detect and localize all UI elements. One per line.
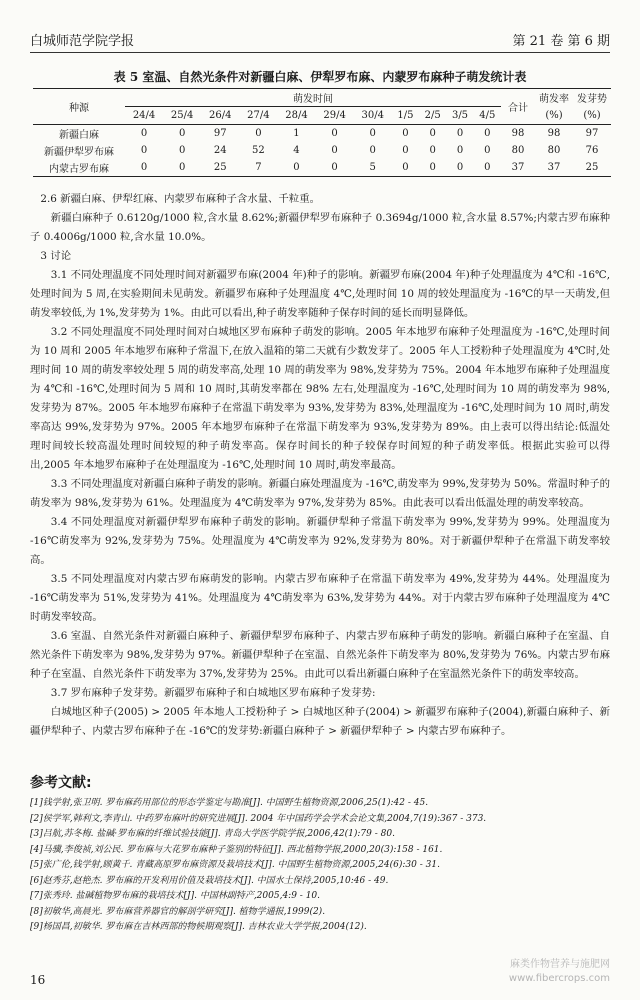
date-header: 24/4 [125,107,163,125]
time-column-header: 萌发时间 [125,89,501,107]
germination-count: 0 [402,128,409,139]
germination-table [33,88,611,177]
germination-count: 25 [201,159,239,177]
germination-count: 0 [429,145,436,156]
germination-count: 0 [178,145,186,156]
germination-count: 52 [252,145,265,156]
germination-count: 97 [213,128,227,139]
date-header: 3/5 [446,107,473,125]
paragraph: 3.2 不同处理温度不同处理时间对白城地区罗布麻种子萌发的影响。2005 年本地罗布麻种子处理温度为 -16℃,处理时间为 10 周和 2005 年本地罗布麻种子常温下,在放入温箱的第二天就有少数发芽了。2005 年人工授粉种子处理温度为 4℃时,处理时间 10 周的萌发率较处理 5 周的萌发率高,处理 10 周的萌发率为 98%,发芽势为 75%。2004 年本地罗布麻种子处理温度为 4℃和 -16℃,处理时间为 5 周和 10 周时,其萌发率都在 98% 左右,处理温度为 -16℃,处理时间为 10 周的萌发率为 98%,发芽势为 87%。2005 年本地罗布麻种子在常温下萌发率为 93%,发芽势为 83%,处理温度为 -16℃,处理时间为 10 周时,萌发率高达 99%,发芽势为 97%。2005 年本地罗布麻种子在常温下萌发率为 93%,发芽势为 89%。由上表可以得出结论:低温处理时间较长较高温处理时间较短的种子萌发率高。保存时间长的种子较保存时间短的种子萌发率低。根据此实验可以得出,2005 年本地罗布麻种子在处理温度为 -16℃,处理时间 10 周时,萌发率最高。 [30,326,610,471]
species-name: 新疆伊犁罗布麻 [44,147,114,158]
volume-issue: 第 21 卷 第 6 期 [512,34,610,49]
species-name: 新疆白麻 [59,130,99,141]
date-header: 27/4 [239,107,277,125]
species-name: 内蒙古罗布麻 [33,159,125,177]
paragraph: 3.5 不同处理温度对内蒙古罗布麻萌发的影响。内蒙古罗布麻种子在常温下萌发率为 49%,发芽势为 44%。处理温度为 -16℃萌发率为 51%,发芽势为 41%。处理温度为 4℃萌发率为 63%,发芽势为 44%。对于内蒙古罗布麻种子处理温度为 4℃时萌发率较高。 [30,573,610,623]
rate-column-header: 萌发率 [535,89,573,107]
vigor-cell: 97 [585,128,599,139]
total-column-header: 合计 [501,89,535,125]
germination-count: 0 [369,145,376,156]
germination-count: 0 [484,128,491,139]
rate-cell: 80 [547,145,561,156]
references-list [30,796,610,936]
watermark [509,958,610,986]
table-row [33,142,611,159]
journal-name: 白城师范学院学报 [30,34,135,49]
reference-item: [8]初敏华,高晨光. 罗布麻营养器官的解剖学研究[J]. 植物学通报,1999(2). [30,906,326,917]
header-rule [30,52,610,53]
watermark-site-name: 麻类作物营养与施肥网 [510,959,610,970]
germination-count: 0 [178,128,186,139]
paragraph: 3.3 不同处理温度对新疆白麻种子萌发的影响。新疆白麻处理温度为 -16℃,萌发率为 99%,发芽势为 50%。常温时种子的萌发率为 98%,发芽势为 61%。处理温度为 4℃萌发率为 97%,发芽势为 85%。由此表可以看出低温处理的萌发率较高。 [30,478,610,509]
rate-cell: 98 [547,128,561,139]
germination-count: 0 [446,159,473,177]
germination-count: 0 [331,128,338,139]
paragraph: 3.6 室温、自然光条件对新疆白麻种子、新疆伊犁罗布麻种子、内蒙古罗布麻种子萌发的影响。新疆白麻种子在室温、自然光条件下萌发率为 98%,发芽势为 97%。新疆伊犁种子在室温、自然光条件下萌发率为 80%,发芽势为 76%。内蒙古罗布麻种子在室温、自然光条件下萌发率为 37%,发芽势为 25%。由此可以看出新疆白麻种子在室温然光条件下的萌发率较高。 [30,630,610,680]
germination-count: 0 [392,159,419,177]
discussion-body [30,190,610,741]
reference-item: [5]张广伦,钱学射,顾黄千. 青藏高原罗布麻资源及栽培技术[J]. 中国野生植物资源,2005,24(6):30 - 31. [30,860,440,870]
section-heading: 3 讨论 [40,250,72,262]
germination-count: 0 [484,145,491,156]
references-heading: 参考文献: [30,775,92,791]
section-heading: 2.6 新疆白麻、伊犁红麻、内蒙罗布麻种子含水量、千粒重。 [40,193,320,205]
germination-count: 0 [331,145,338,156]
date-header: 2/5 [419,107,446,125]
germination-count: 0 [402,145,409,156]
species-column-header: 种源 [33,89,125,125]
rate-cell: 37 [535,159,573,177]
page-number: 16 [30,973,46,987]
date-header: 28/4 [277,107,315,125]
paragraph: 白城地区种子(2005) > 2005 年本地人工授粉种子 > 白城地区种子(2004) > 新疆罗布麻种子(2004),新疆白麻种子、新疆伊犁种子、内蒙古罗布麻种子在 -16℃的发芽势:新疆白麻种子 > 新疆伊犁种子 > 内蒙古罗布麻种子。 [30,706,610,737]
paragraph: 新疆白麻种子 0.6120g/1000 粒,含水量 8.62%;新疆伊犁罗布麻种子 0.3694g/1000 粒,含水量 8.57%;内蒙古罗布麻种子 0.4006g/1000 粒,含水量 10.0%。 [30,212,610,243]
germination-count: 7 [239,159,277,177]
vigor-unit: (%) [573,107,611,125]
date-header: 30/4 [354,107,392,125]
paragraph: 3.7 罗布麻种子发芽势。新疆罗布麻种子和白城地区罗布麻种子发芽势: [50,687,376,699]
germination-count: 0 [429,128,436,139]
vigor-cell: 76 [585,145,599,156]
table-caption: 表 5 室温、自然光条件对新疆白麻、伊犁罗布麻、内蒙罗布麻种子萌发统计表 [113,70,527,84]
germination-count: 0 [140,145,148,156]
reference-item: [3]吕航,苏冬梅. 盐碱·罗布麻的纤维试验技能[J]. 青岛大学医学院学报,2006,42(1):79 - 80. [30,829,395,839]
table-row [33,159,611,177]
germination-count: 0 [255,128,262,139]
reference-item: [4]马骥,李俊祯,刘公民. 罗布麻与大花罗布麻种子鉴别的特征[J]. 西北植物学报,2000,20(3):158 - 161. [30,844,443,855]
watermark-url: www.fibercrops.com [508,973,610,984]
germination-count: 24 [213,145,227,156]
germination-count: 0 [369,128,376,139]
date-header: 25/4 [163,107,201,125]
germination-count: 4 [293,145,300,156]
germination-count: 0 [316,159,354,177]
date-header: 4/5 [474,107,501,125]
total-cell: 37 [501,159,535,177]
germination-count: 0 [456,145,464,156]
germination-count: 0 [456,128,464,139]
reference-item: [1]钱学射,张卫明. 罗布麻药用部位的形态学鉴定与勘准[J]. 中国野生植物资源,2006,25(1):42 - 45. [30,798,429,808]
total-cell: 80 [511,145,525,156]
reference-item: [6]赵秀芬,赵艳杰. 罗布麻的开发利用价值及栽培技术[J]. 中国水土保持,2005,10:46 - 49. [30,875,389,886]
vigor-column-header: 发芽势 [573,89,611,107]
paragraph: 3.4 不同处理温度对新疆伊犁罗布麻种子萌发的影响。新疆伊犁种子常温下萌发率为 99%,发芽势为 99%。处理温度为 -16℃萌发率为 92%,发芽势为 75%。处理温度为 4℃萌发率为 92%,发芽势为 80%。对于新疆伊犁种子在常温下萌发率较高。 [30,516,610,566]
reference-item: [2]侯学军,韩利文,李青山. 中药罗布麻叶的研究进展[J]. 2004 年中国药学会学术会论文集,2004,7(19):367 - 373. [30,813,487,824]
rate-unit: (%) [535,107,573,125]
date-header: 1/5 [392,107,419,125]
germination-count: 5 [354,159,392,177]
reference-item: [7]张秀玲. 盐碱植物罗布麻的栽培技术[J]. 中国林副特产,2005,4:9 - 10. [30,891,321,901]
germination-count: 0 [277,159,315,177]
table-row [33,125,611,143]
date-header: 26/4 [201,107,239,125]
vigor-cell: 25 [573,159,611,177]
germination-count: 0 [163,159,201,177]
reference-item: [9]杨国昌,初敏华. 罗布麻在吉林西部的物候期观察[J]. 吉林农业大学学报,2004(12). [30,922,367,932]
total-cell: 98 [511,128,525,139]
germination-count: 1 [293,128,300,139]
germination-count: 0 [140,128,148,139]
running-header [30,30,610,52]
germination-count: 0 [419,159,446,177]
date-header: 29/4 [316,107,354,125]
paragraph: 3.1 不同处理温度不同处理时间对新疆罗布麻(2004 年)种子的影响。新疆罗布麻(2004 年)种子处理温度为 4℃和 -16℃,处理时间为 5 周,在实验期间未见萌发。新疆罗布麻种子处理温度 4℃,处理时间 10 周的较处理温度为 -16℃的早一天萌发,但萌发率较低,为 1%,发芽势为 1%。由此可以看出,种子萌发率随种子保存时间的延长而明显降低。 [30,269,610,319]
germination-count: 0 [474,159,501,177]
germination-count: 0 [125,159,163,177]
